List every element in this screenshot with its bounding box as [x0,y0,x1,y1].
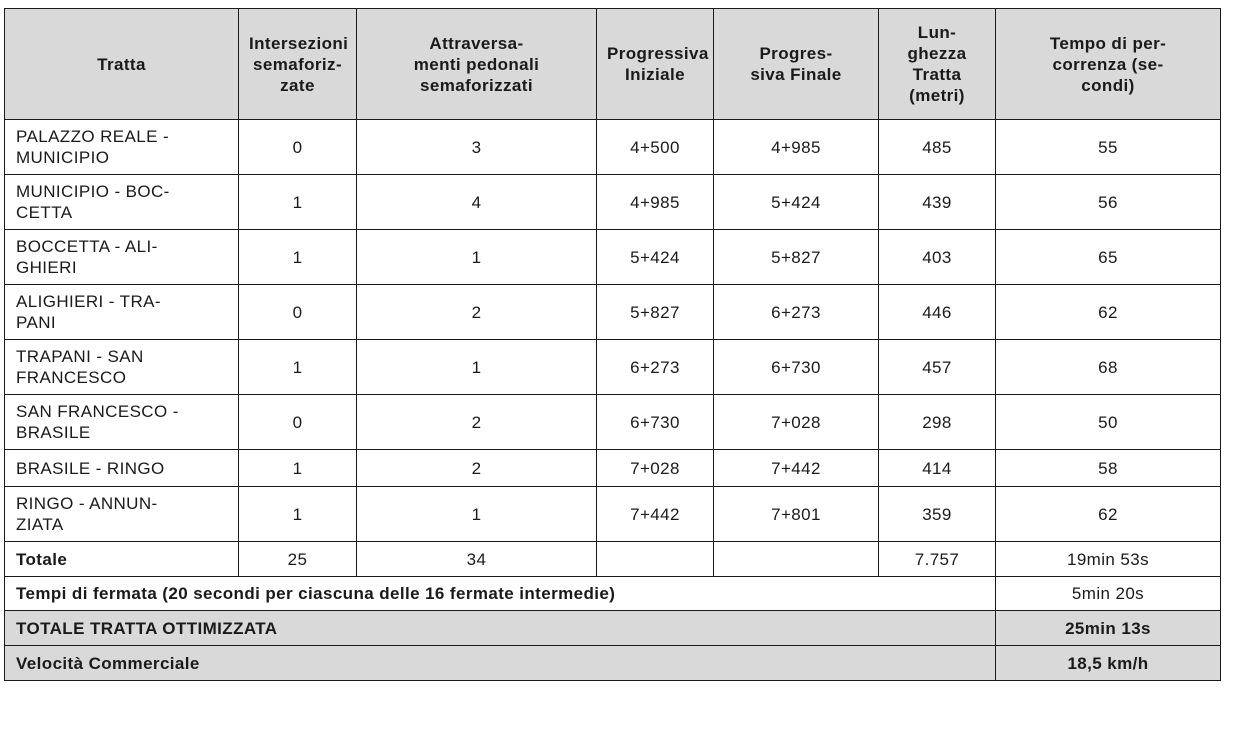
cell-tempo: 55 [996,120,1221,175]
header-progressiva-iniziale: Progressiva Iniziale [597,9,714,120]
cell-prog-finale: 6+273 [714,285,879,340]
total-intersezioni: 25 [239,542,357,577]
header-tratta: Tratta [5,9,239,120]
optimized-total-label: TOTALE TRATTA OTTIMIZZATA [5,611,996,646]
cell-prog-finale: 7+442 [714,450,879,487]
cell-prog-iniziale: 5+827 [597,285,714,340]
cell-tempo: 50 [996,395,1221,450]
cell-lunghezza: 446 [879,285,996,340]
cell-tratta: TRAPANI - SAN FRANCESCO [5,340,239,395]
cell-prog-iniziale: 7+442 [597,487,714,542]
cell-prog-iniziale: 6+273 [597,340,714,395]
cell-prog-iniziale: 4+985 [597,175,714,230]
header-tempo: Tempo di per- correnza (se- condi) [996,9,1221,120]
total-empty-cell [597,542,714,577]
cell-attraversamenti: 1 [357,230,597,285]
cell-intersezioni: 1 [239,175,357,230]
cell-intersezioni: 0 [239,120,357,175]
commercial-speed-label: Velocità Commerciale [5,646,996,681]
cell-attraversamenti: 3 [357,120,597,175]
header-lunghezza: Lun- ghezza Tratta (metri) [879,9,996,120]
cell-prog-finale: 5+424 [714,175,879,230]
cell-intersezioni: 1 [239,340,357,395]
cell-lunghezza: 403 [879,230,996,285]
cell-prog-finale: 7+028 [714,395,879,450]
header-progressiva-finale: Progres- siva Finale [714,9,879,120]
stops-row [5,577,1221,611]
cell-tempo: 62 [996,487,1221,542]
total-empty-cell [714,542,879,577]
commercial-speed-row [5,646,1221,681]
header-intersezioni: Intersezioni semaforiz- zate [239,9,357,120]
table-wrapper [4,8,1221,681]
table-row [5,120,1221,175]
cell-lunghezza: 485 [879,120,996,175]
cell-attraversamenti: 1 [357,340,597,395]
header-attraversamenti: Attraversa- menti pedonali semaforizzati [357,9,597,120]
table-row [5,175,1221,230]
stops-value: 5min 20s [996,577,1221,611]
cell-prog-finale: 6+730 [714,340,879,395]
cell-attraversamenti: 2 [357,395,597,450]
cell-prog-iniziale: 4+500 [597,120,714,175]
cell-intersezioni: 1 [239,230,357,285]
cell-tempo: 65 [996,230,1221,285]
table-row [5,395,1221,450]
cell-tratta: ALIGHIERI - TRA- PANI [5,285,239,340]
table-row [5,340,1221,395]
cell-tratta: SAN FRANCESCO - BRASILE [5,395,239,450]
cell-tempo: 56 [996,175,1221,230]
optimized-total-row [5,611,1221,646]
cell-tempo: 68 [996,340,1221,395]
cell-tratta: BRASILE - RINGO [5,450,239,487]
cell-attraversamenti: 1 [357,487,597,542]
route-table [4,8,1221,681]
table-row [5,487,1221,542]
cell-prog-finale: 5+827 [714,230,879,285]
header-row [5,9,1221,120]
cell-prog-iniziale: 5+424 [597,230,714,285]
stops-label: Tempi di fermata (20 secondi per ciascuna delle 16 fermate intermedie) [5,577,996,611]
total-lunghezza: 7.757 [879,542,996,577]
cell-attraversamenti: 2 [357,450,597,487]
cell-lunghezza: 414 [879,450,996,487]
table-row [5,450,1221,487]
cell-tratta: BOCCETTA - ALI- GHIERI [5,230,239,285]
cell-tratta: PALAZZO REALE - MUNICIPIO [5,120,239,175]
cell-prog-finale: 4+985 [714,120,879,175]
cell-attraversamenti: 4 [357,175,597,230]
cell-lunghezza: 298 [879,395,996,450]
cell-lunghezza: 457 [879,340,996,395]
cell-prog-finale: 7+801 [714,487,879,542]
cell-prog-iniziale: 6+730 [597,395,714,450]
cell-lunghezza: 439 [879,175,996,230]
total-attraversamenti: 34 [357,542,597,577]
cell-tratta: MUNICIPIO - BOC- CETTA [5,175,239,230]
cell-intersezioni: 1 [239,487,357,542]
table-row [5,230,1221,285]
cell-intersezioni: 1 [239,450,357,487]
optimized-total-value: 25min 13s [996,611,1221,646]
total-label: Totale [5,542,239,577]
commercial-speed-value: 18,5 km/h [996,646,1221,681]
total-row [5,542,1221,577]
cell-tempo: 58 [996,450,1221,487]
cell-intersezioni: 0 [239,285,357,340]
total-tempo: 19min 53s [996,542,1221,577]
cell-tempo: 62 [996,285,1221,340]
table-row [5,285,1221,340]
cell-prog-iniziale: 7+028 [597,450,714,487]
cell-intersezioni: 0 [239,395,357,450]
cell-lunghezza: 359 [879,487,996,542]
cell-attraversamenti: 2 [357,285,597,340]
cell-tratta: RINGO - ANNUN- ZIATA [5,487,239,542]
